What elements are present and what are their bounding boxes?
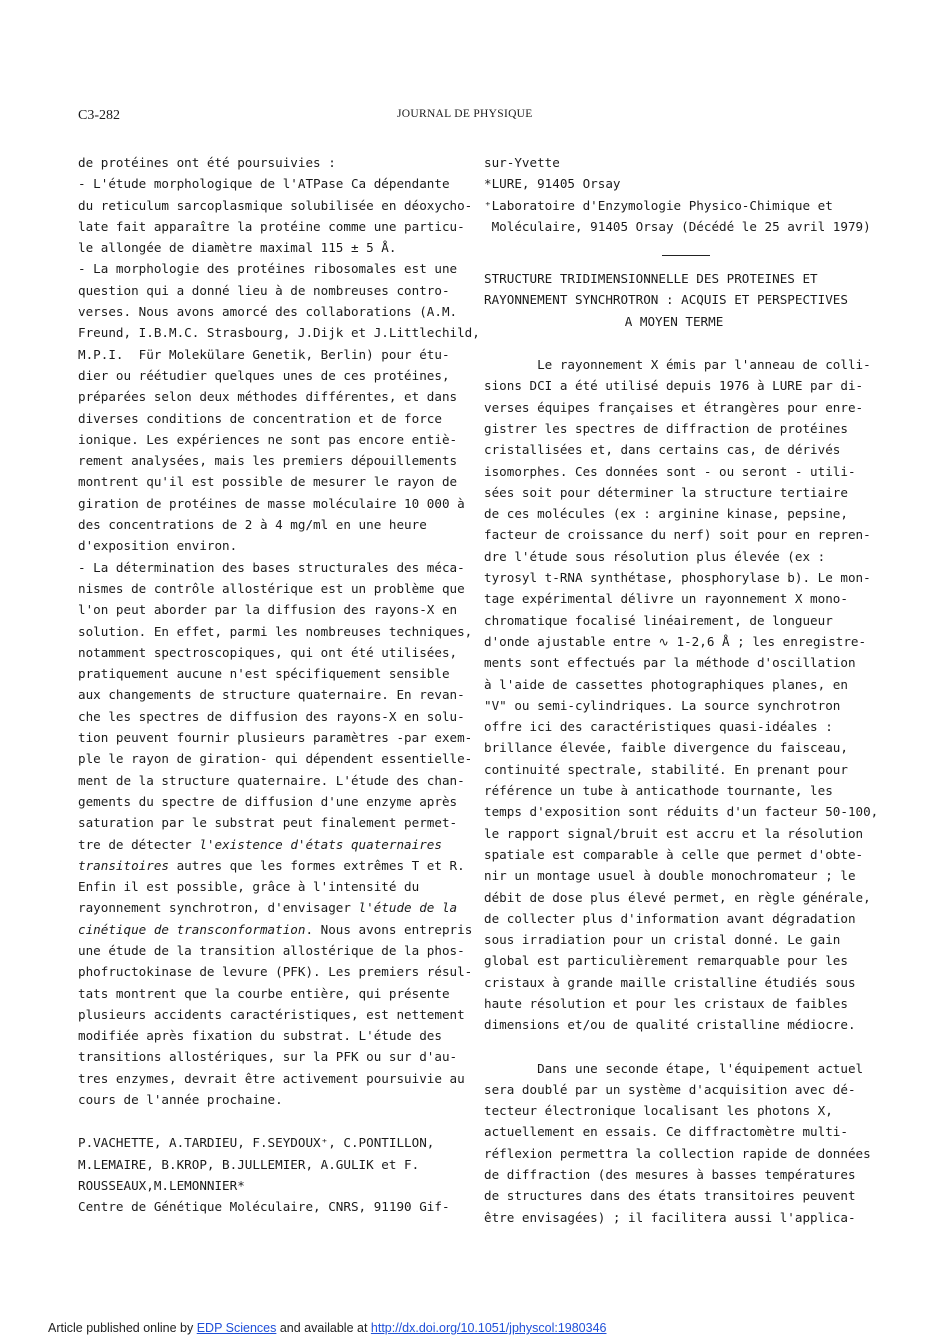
left-column: [78, 152, 480, 1218]
text-line: gistrer les spectres de diffraction de protéines: [484, 420, 848, 436]
section-divider: [662, 255, 710, 256]
italic-phrase: cinétique de transconformation: [78, 921, 306, 937]
text-line: transitions allostériques, sur la PFK ou sur d'au-: [78, 1049, 458, 1065]
text-line: tyrosyl t-RNA synthétase, phosphorylase b). Le mon-: [484, 570, 871, 586]
italic-phrase: transitoires: [78, 857, 169, 873]
text-line: nir un montage usuel à double monochromateur ; le: [484, 868, 856, 884]
text-line: [78, 834, 458, 855]
text-line: A MOYEN TERME: [624, 313, 724, 329]
text-line: Centre de Génétique Moléculaire, CNRS, 91190 Gif-: [78, 1199, 450, 1215]
text-line: notamment spectroscopiques, qui ont été utilisées,: [78, 644, 458, 660]
text-line: - La détermination des bases structurales des méca-: [78, 559, 465, 575]
text-line: M.LEMAIRE, B.KROP, B.JULLEMIER, A.GULIK et F.: [78, 1156, 420, 1172]
text-line: tres enzymes, devrait être activement poursuivie au: [78, 1070, 465, 1086]
text-line: global est particulièrement remarquable pour les: [484, 953, 848, 969]
text-line: verses. Nous avons amorcé des collaborations (A.M.: [78, 304, 458, 320]
text-line: l'on peut aborder par la diffusion des rayons-X en: [78, 602, 458, 618]
author-list: [78, 1132, 458, 1217]
text-line: *LURE, 91405 Orsay: [484, 176, 621, 192]
text-line: référence un tube à anticathode tournante, les: [484, 783, 833, 799]
text-line: haute résolution et pour les cristaux de faibles: [484, 995, 848, 1011]
text-line: ment de la structure quaternaire. L'étude des chan-: [78, 772, 465, 788]
text-line: plusieurs accidents caractéristiques, est nettement: [78, 1006, 465, 1022]
left-paragraph-2: [78, 940, 473, 1110]
affiliations: [484, 152, 871, 237]
text-line: [78, 919, 473, 940]
text-line: cristaux à grande maille cristalline étudiés sous: [484, 974, 856, 990]
text-segment: autres que les formes extrêmes T et R.: [169, 857, 465, 873]
text-line: isomorphes. Ces données sont - ou seront - utili-: [484, 463, 856, 479]
text-line: brillance élevée, faible divergence du faisceau,: [484, 740, 848, 756]
text-line: sera doublé par un système d'acquisition avec dé-: [484, 1081, 856, 1097]
text-line: P.VACHETTE, A.TARDIEU, F.SEYDOUX⁺, C.PONTILLON,: [78, 1135, 435, 1151]
text-line: nismes de contrôle allostérique est un problème que: [78, 580, 465, 596]
text-segment: rayonnement synchrotron, d'envisager: [78, 900, 359, 916]
text-line: aux changements de structure quaternaire. En revan-: [78, 687, 465, 703]
publication-footer: [48, 1321, 606, 1335]
text-line: Dans une seconde étape, l'équipement actuel: [484, 1060, 864, 1076]
text-line: préparées selon deux méthodes différentes, et dans: [78, 389, 458, 405]
text-line: Freund, I.B.M.C. Strasbourg, J.Dijk et J.Littlechild,: [78, 325, 480, 341]
doi-link[interactable]: http://dx.doi.org/10.1051/jphyscol:1980346: [370, 1321, 607, 1335]
text-line: question qui a donné lieu à de nombreuses contro-: [78, 282, 450, 298]
text-line: "V" ou semi-cylindriques. La source synchrotron: [484, 697, 841, 713]
text-line: che les spectres de diffusion des rayons-X en solu-: [78, 708, 465, 724]
section-title: [484, 268, 864, 332]
text-line: Enfin il est possible, grâce à l'intensité du: [78, 879, 420, 895]
text-line: d'onde ajustable entre ∿ 1-2,6 Å ; les enregistre-: [484, 633, 867, 649]
text-line: cristallisées et, dans certains cas, de dérivés: [484, 442, 841, 458]
text-line: offre ici des caractéristiques quasi-idéales :: [484, 719, 833, 735]
footer-text: and available at: [276, 1321, 371, 1335]
text-line: ple le rayon de giration- qui dépendent essentielle-: [78, 751, 473, 767]
text-line: le allongée de diamètre maximal 115 ± 5 Å.: [78, 240, 397, 256]
publisher-link[interactable]: EDP Sciences: [196, 1321, 277, 1335]
text-line: de protéines ont été poursuivies :: [78, 155, 336, 170]
text-line: temps d'exposition sont réduits d'un facteur 50-100,: [484, 804, 879, 820]
text-line: RAYONNEMENT SYNCHROTRON : ACQUIS ET PERSPECTIVES: [484, 292, 848, 308]
text-line: sions DCI a été utilisé depuis 1976 à LURE par di-: [484, 378, 864, 394]
text-line: tage expérimental délivre un rayonnement X mono-: [484, 591, 848, 607]
text-line: Le rayonnement X émis par l'anneau de colli-: [484, 357, 871, 373]
text-line: solution. En effet, parmi les nombreuses techniques,: [78, 623, 473, 639]
text-line: diverses conditions de concentration et de force: [78, 410, 442, 426]
text-line: sur-Yvette: [484, 155, 560, 170]
text-line: Moléculaire, 91405 Orsay (Décédé le 25 avril 1979): [484, 218, 871, 234]
text-line: de ces molécules (ex : arginine kinase, pepsine,: [484, 506, 848, 522]
footer-text: Article published online by: [48, 1321, 197, 1335]
text-line: ROUSSEAUX,M.LEMONNIER*: [78, 1177, 245, 1193]
text-line: saturation par le substrat peut finalement permet-: [78, 815, 458, 831]
text-line: phofructokinase de levure (PFK). Les premiers résul-: [78, 964, 473, 980]
text-line: continuité spectrale, stabilité. En prenant pour: [484, 761, 848, 777]
text-line: débit de dose plus élevé permet, en règle générale,: [484, 889, 871, 905]
text-line: tats montrent que la courbe entière, qui présente: [78, 985, 450, 1001]
text-line: le rapport signal/bruit est accru et la résolution: [484, 825, 864, 841]
text-line: cours de l'année prochaine.: [78, 1092, 283, 1108]
right-column: [484, 152, 879, 1228]
text-line: M.P.I. Für Molekülare Genetik, Berlin) pour étu-: [78, 346, 450, 362]
text-line: chromatique focalisé linéairement, de longueur: [484, 612, 833, 628]
journal-title: JOURNAL DE PHYSIQUE: [397, 108, 533, 120]
left-paragraph-1: [78, 152, 480, 834]
text-line: d'exposition environ.: [78, 538, 238, 554]
text-line: être envisagées) ; il facilitera aussi l'applica-: [484, 1209, 856, 1225]
text-segment: tre de détecter: [78, 836, 200, 852]
text-line: une étude de la transition allostérique de la phos-: [78, 942, 465, 958]
text-line: rement analysées, mais les premiers dépouillements: [78, 453, 458, 469]
text-line: spatiale est comparable à celle que permet d'obte-: [484, 846, 864, 862]
italic-phrase: l'existence d'états quaternaires: [199, 836, 442, 852]
text-line: tecteur électronique localisant les photons X,: [484, 1103, 833, 1119]
text-line: ments sont effectués par la méthode d'oscillation: [484, 655, 856, 671]
text-line: - La morphologie des protéines ribosomales est une: [78, 261, 458, 277]
text-line: du reticulum sarcoplasmique solubilisée en déoxycho-: [78, 197, 473, 213]
right-paragraph-1: [484, 354, 879, 1036]
text-line: sées soit pour déterminer la structure tertiaire: [484, 484, 848, 500]
text-line: montrent qu'il est possible de mesurer le rayon de: [78, 474, 458, 490]
text-line: late fait apparaître la protéine comme une particu-: [78, 218, 465, 234]
text-line: giration de protéines de masse moléculaire 10 000 à: [78, 495, 465, 511]
text-line: dier ou réétudier quelques unes de ces protéines,: [78, 367, 450, 383]
text-line: ⁺Laboratoire d'Enzymologie Physico-Chimique et: [484, 197, 833, 213]
text-line: de collecter plus d'information avant dégradation: [484, 910, 856, 926]
text-line: STRUCTURE TRIDIMENSIONNELLE DES PROTEINES ET: [484, 271, 818, 287]
text-line: - L'étude morphologique de l'ATPase Ca dépendante: [78, 176, 450, 192]
text-line: modifiée après fixation du substrat. L'étude des: [78, 1028, 442, 1044]
text-line: des concentrations de 2 à 4 mg/ml en une heure: [78, 517, 427, 533]
text-line: gements du spectre de diffusion d'une enzyme après: [78, 793, 458, 809]
text-line: tion peuvent fournir plusieurs paramètres -par exem-: [78, 730, 473, 746]
italic-phrase: l'étude de la: [358, 900, 458, 916]
text-line: [78, 855, 465, 876]
text-line: dre l'étude sous résolution plus élevée (ex :: [484, 548, 826, 564]
text-line: ionique. Les expériences ne sont pas encore entiè-: [78, 431, 458, 447]
text-line: verses équipes françaises et étrangères pour enre-: [484, 399, 864, 415]
text-line: à l'aide de cassettes photographiques planes, en: [484, 676, 848, 692]
text-line: sous irradiation pour un cristal donné. Le gain: [484, 932, 841, 948]
text-line: réflexion permettra la collection rapide de données: [484, 1145, 871, 1161]
text-line: de structures dans des états transitoires peuvent: [484, 1188, 856, 1204]
right-paragraph-2: [484, 1058, 871, 1228]
text-line: dimensions et/ou de qualité cristalline médiocre.: [484, 1017, 856, 1033]
text-segment: . Nous avons entrepris: [305, 921, 473, 937]
text-line: pratiquement aucune n'est spécifiquement sensible: [78, 666, 450, 682]
text-line: actuellement en essais. Ce diffractomètre multi-: [484, 1124, 848, 1140]
text-line: de diffraction (des mesures à basses températures: [484, 1167, 856, 1183]
page-number: C3-282: [78, 108, 120, 123]
text-line: [78, 897, 458, 918]
text-line: facteur de croissance du nerf) soit pour en repren-: [484, 527, 871, 543]
